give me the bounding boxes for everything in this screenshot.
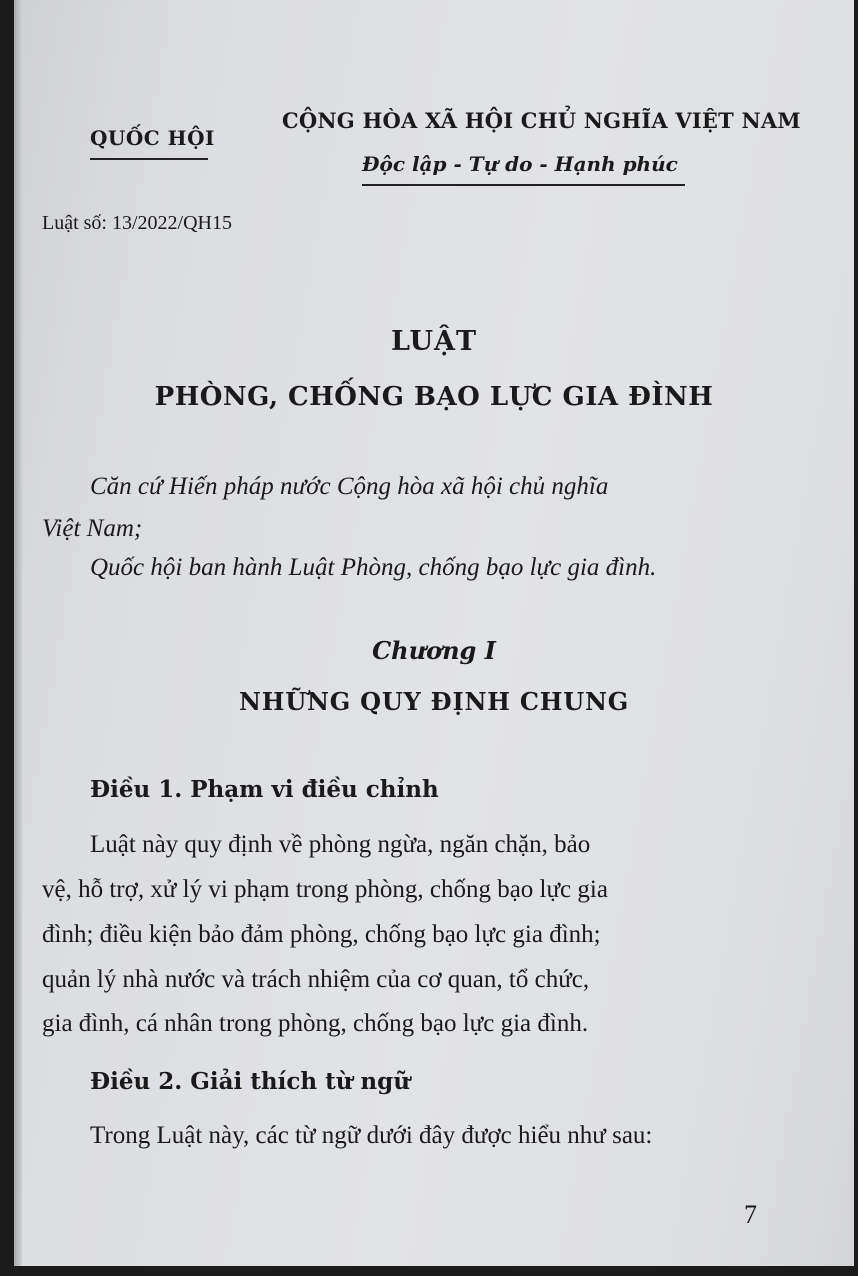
issuer-label: QUỐC HỘI (90, 126, 215, 150)
law-number: Luật số: 13/2022/QH15 (42, 212, 232, 234)
article-1-line: quản lý nhà nước và trách nhiệm của cơ quan, tổ chức, (42, 966, 590, 993)
preamble-line-1: Căn cứ Hiến pháp nước Cộng hòa xã hội chủ nghĩa (90, 473, 609, 500)
article-1-line: Luật này quy định về phòng ngừa, ngăn chặn, bảo (90, 831, 591, 858)
article-1-line: vệ, hỗ trợ, xử lý vi phạm trong phòng, chống bạo lực gia (42, 876, 608, 903)
republic-name: CỘNG HÒA XÃ HỘI CHỦ NGHĨA VIỆT NAM (282, 108, 801, 133)
issuer-underline (90, 158, 208, 160)
chapter-number: Chương I (372, 636, 496, 665)
law-title-name: PHÒNG, CHỐNG BẠO LỰC GIA ĐÌNH (154, 382, 714, 412)
document-page (14, 0, 854, 1266)
law-title-label: LUẬT (390, 326, 478, 357)
page-spine-shadow (14, 0, 22, 1266)
article-1-line: gia đình, cá nhân trong phòng, chống bạo lực gia đình. (42, 1010, 589, 1037)
motto-underline (362, 184, 685, 186)
article-2-intro: Trong Luật này, các từ ngữ dưới đây được hiểu như sau: (90, 1122, 653, 1149)
chapter-title: NHỮNG QUY ĐỊNH CHUNG (239, 687, 629, 716)
preamble-line-2: Việt Nam; (42, 515, 143, 542)
preamble-line-3: Quốc hội ban hành Luật Phòng, chống bạo lực gia đình. (90, 554, 657, 581)
national-motto: Độc lập - Tự do - Hạnh phúc (362, 152, 678, 176)
article-1-line: đình; điều kiện bảo đảm phòng, chống bạo lực gia đình; (42, 921, 601, 948)
article-1-heading: Điều 1. Phạm vi điều chỉnh (90, 776, 439, 803)
page-number: 7 (744, 1200, 757, 1229)
article-2-heading: Điều 2. Giải thích từ ngữ (90, 1068, 410, 1095)
